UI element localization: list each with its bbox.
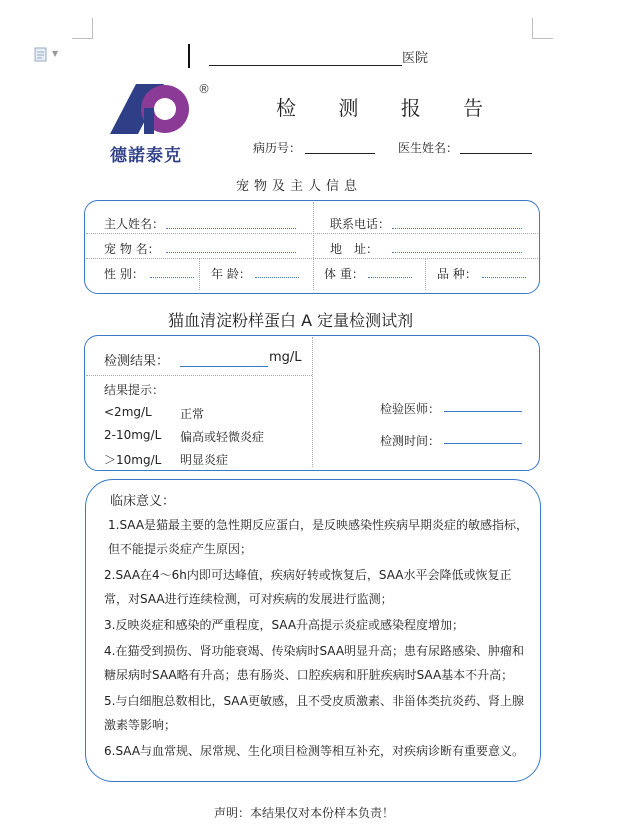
- hospital-line[interactable]: [209, 47, 428, 66]
- clinical-title: 临床意义：: [110, 494, 176, 509]
- test-time-field[interactable]: [444, 430, 522, 444]
- text-cursor: [188, 44, 190, 68]
- case-no-field[interactable]: [305, 138, 375, 154]
- result-field[interactable]: [180, 351, 268, 367]
- sex-label: 性 别：: [104, 267, 144, 281]
- phone-field[interactable]: [392, 228, 522, 229]
- divider: [425, 258, 426, 290]
- hint-range: <2mg/L: [104, 405, 152, 419]
- divider: [86, 233, 538, 234]
- list-item: 2.SAA在4～6h内即可达峰值，疾病好转或恢复后，SAA水平会降低或恢复正常，对SAA进行连续检测，可对疾病的发展进行监测；: [104, 568, 512, 606]
- divider: [86, 375, 312, 376]
- phone-label: 联系电话：: [330, 217, 391, 231]
- divider: [312, 337, 313, 467]
- hospital-suffix: 医院: [402, 51, 429, 66]
- registered-mark: ®: [198, 82, 210, 96]
- logo-text: 德諾泰克: [110, 146, 182, 166]
- list-item: 6.SAA与血常规、尿常规、生化项目检测等相互补充，对疾病诊断有重要意义。: [104, 744, 525, 758]
- hint-label: 结果提示：: [104, 383, 165, 397]
- sex-field[interactable]: [150, 277, 194, 278]
- divider: [199, 258, 200, 290]
- age-field[interactable]: [255, 277, 299, 278]
- chevron-down-icon[interactable]: ▼: [52, 49, 59, 58]
- divider: [86, 258, 538, 259]
- owner-name-label: 主人姓名：: [104, 217, 165, 231]
- doctor-name-field[interactable]: [460, 138, 532, 154]
- pet-info-title: 宠物及主人信息: [236, 179, 363, 194]
- result-unit: mg/L: [269, 350, 302, 365]
- list-item: 1.SAA是猫最主要的急性期反应蛋白，是反映感染性疾病早期炎症的敏感指标，但不能提示炎症产生原因；: [108, 518, 529, 556]
- list-item: 4.在猫受到损伤、肾功能衰竭、传染病时SAA明显升高；患有尿路感染、肿瘤和糖尿病时SAA略有升高；患有肠炎、口腔疾病和肝脏疾病时SAA基本不升高；: [104, 644, 525, 682]
- weight-field[interactable]: [368, 277, 412, 278]
- footer-statement: 声明：本结果仅对本份样本负责！: [214, 806, 395, 820]
- inspector-label: 检验医师：: [380, 402, 441, 416]
- kit-title: 猫血清淀粉样蛋白 A 定量检测试剂: [168, 311, 414, 330]
- weight-label: 体 重：: [324, 267, 364, 281]
- hint-meaning: 正常: [180, 407, 205, 421]
- breed-label: 品 种：: [437, 267, 477, 281]
- logo: [110, 82, 202, 142]
- list-item: 3.反映炎症和感染的严重程度，SAA升高提示炎症或感染程度增加；: [104, 618, 465, 632]
- page-corner-mark: [72, 18, 93, 39]
- case-no-label: 病历号：: [253, 141, 302, 155]
- divider: [313, 202, 314, 258]
- list-item: 5.与白细胞总数相比，SAA更敏感，且不受皮质激素、非甾体类抗炎药、肾上腺激素等影响；: [104, 694, 525, 732]
- pet-name-field[interactable]: [166, 252, 296, 253]
- hospital-name-field[interactable]: [209, 47, 402, 66]
- owner-name-field[interactable]: [166, 228, 296, 229]
- breed-field[interactable]: [482, 277, 526, 278]
- report-title: 检 测 报 告: [276, 96, 502, 120]
- doctor-name-label: 医生姓名：: [398, 141, 459, 155]
- inspector-field[interactable]: [444, 398, 522, 412]
- address-label: 地 址：: [330, 242, 379, 256]
- document-icon[interactable]: [34, 47, 48, 67]
- age-label: 年 龄：: [211, 267, 251, 281]
- divider: [313, 258, 314, 290]
- hint-range: 2-10mg/L: [104, 428, 162, 442]
- page-corner-mark: [532, 18, 553, 39]
- hint-meaning: 明显炎症: [180, 453, 229, 467]
- address-field[interactable]: [392, 252, 522, 253]
- hint-range: ＞10mg/L: [104, 453, 162, 467]
- clinical-list: [104, 513, 534, 763]
- hint-meaning: 偏高或轻微炎症: [180, 430, 265, 444]
- pet-name-label: 宠 物 名：: [104, 242, 160, 256]
- result-label: 检测结果：: [104, 354, 170, 369]
- test-time-label: 检测时间：: [380, 434, 441, 448]
